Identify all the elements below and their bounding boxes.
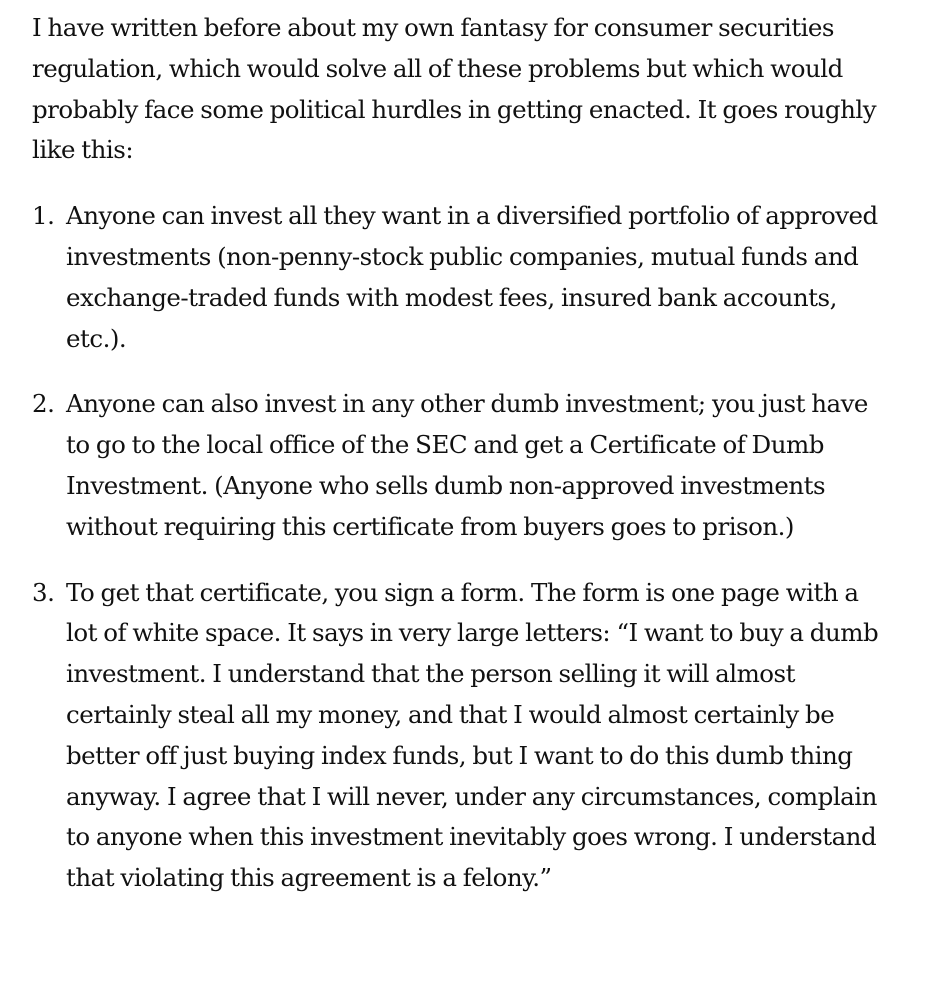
list-item xyxy=(32,384,892,547)
article-body xyxy=(32,8,892,924)
list-item-number: 2. xyxy=(32,389,55,419)
list-item xyxy=(32,196,892,359)
list-item-text: To get that certificate, you sign a form. The form is one page with a lot of white space. It says in very large letters: “I want to buy a dumb investment. I understand that the person selling it will almost certainly steal all my money, and that I would almost certainly be better off just buying index funds, but I want to do this dumb thing anyway. I agree that I will never, under any circumstances, complain to anyone when this investment inevitably goes wrong. I understand that violating this agreement is a felony.” xyxy=(66,577,879,893)
numbered-list xyxy=(32,196,892,899)
list-item-number: 3. xyxy=(32,577,55,607)
list-item-text: Anyone can also invest in any other dumb investment; you just have to go to the local office of the SEC and get a Certificate of Dumb Investment. (Anyone who sells dumb non-approved investments without requiring this certificate from buyers goes to prison.) xyxy=(66,389,868,541)
list-item-text: Anyone can invest all they want in a diversified portfolio of approved investments (non-penny-stock public companies, mutual funds and exchange-traded funds with modest fees, insured bank accounts, etc.). xyxy=(66,201,878,353)
intro-paragraph: I have written before about my own fantasy for consumer securities regulation, which would solve all of these problems but which would probably face some political hurdles in getting enacted. It goes roughly like this: xyxy=(32,13,877,165)
list-item xyxy=(32,573,892,899)
list-item-number: 1. xyxy=(32,201,55,231)
